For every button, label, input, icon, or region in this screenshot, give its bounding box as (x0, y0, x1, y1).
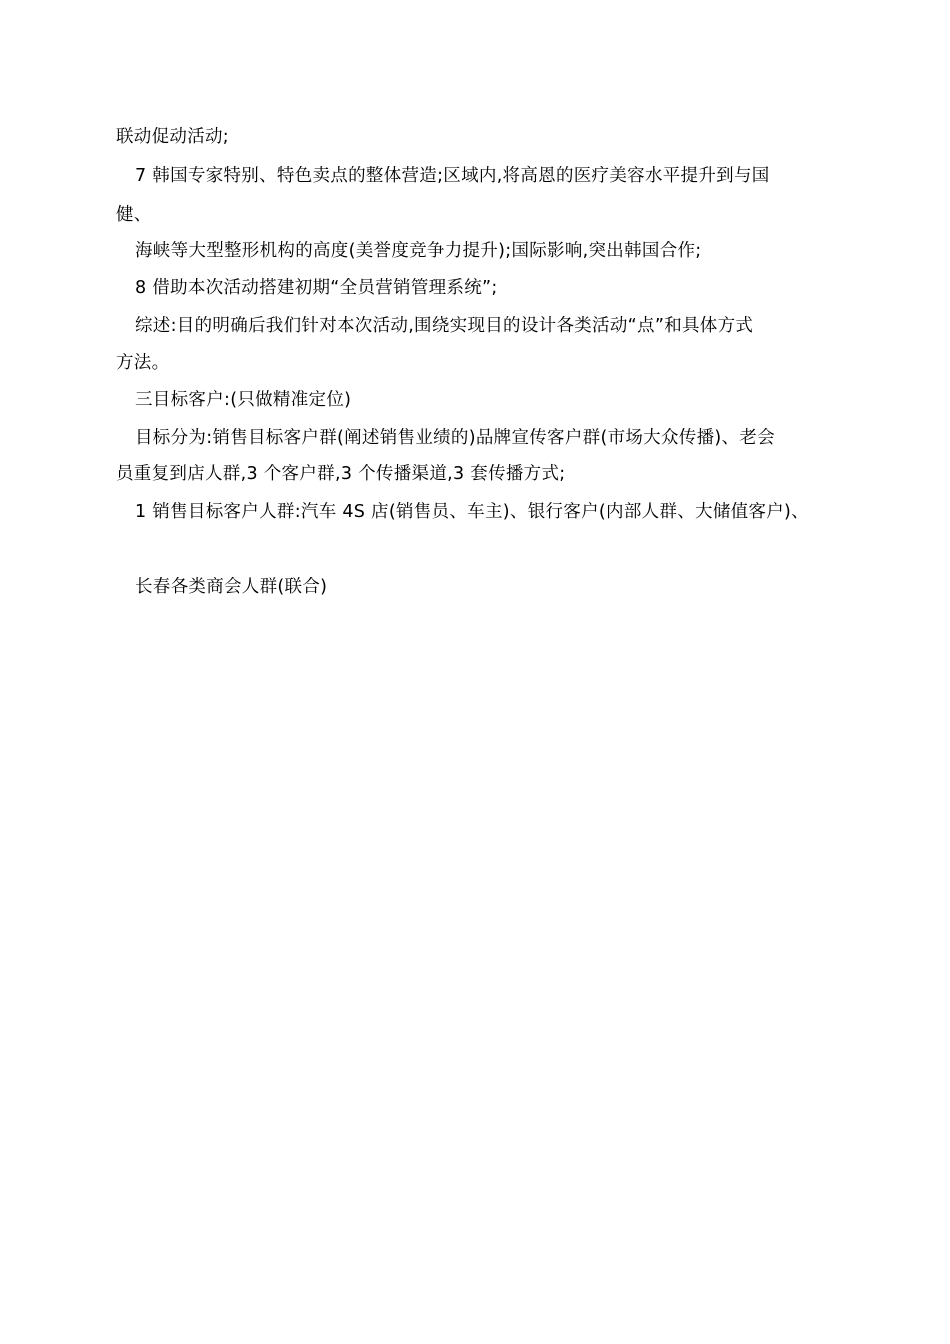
text-line-4: 海峡等大型整形机构的高度(美誉度竞争力提升);国际影响,突出韩国合作; (135, 241, 702, 261)
text-line-10: 员重复到店人群,3 个客户群,3 个传播渠道,3 套传播方式; (116, 464, 566, 484)
text-line-3: 健、 (116, 205, 152, 225)
text-line-1: 联动促动活动; (116, 127, 229, 147)
text-line-12: 长春各类商会人群(联合) (135, 577, 328, 597)
text-line-5: 8 借助本次活动搭建初期“全员营销管理系统”; (135, 278, 498, 298)
text-line-6: 综述:目的明确后我们针对本次活动,围绕实现目的设计各类活动“点”和具体方式 (135, 316, 754, 336)
text-line-8: 三目标客户:(只做精准定位) (135, 390, 352, 410)
text-line-2: 7 韩国专家特别、特色卖点的整体营造;区域内,将高恩的医疗美容水平提升到与国 (135, 166, 770, 186)
text-line-7: 方法。 (116, 353, 170, 373)
text-line-9: 目标分为:销售目标客户群(阐述销售业绩的)品牌宣传客户群(市场大众传播)、老会 (135, 428, 775, 448)
text-line-11: 1 销售目标客户人群:汽车 4S 店(销售员、车主)、银行客户(内部人群、大储值客户)、 (135, 502, 809, 522)
